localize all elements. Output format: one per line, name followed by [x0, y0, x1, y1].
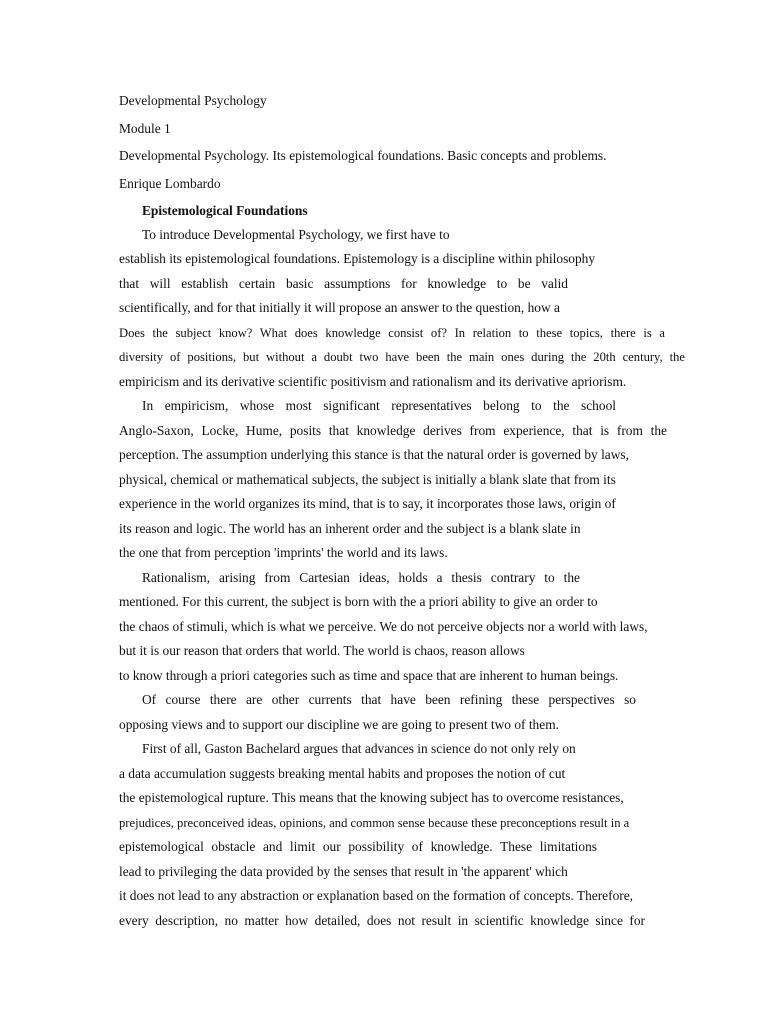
body-line: experience in the world organizes its mind, that is to say, it incorporates those laws, origin of [119, 496, 616, 511]
document-subtitle: Developmental Psychology. Its epistemological foundations. Basic concepts and problems. [119, 148, 607, 163]
section-heading: Epistemological Foundations [142, 203, 308, 218]
body-line: To introduce Developmental Psychology, we first have to [142, 227, 450, 242]
body-line: Rationalism, arising from Cartesian ideas, holds a thesis contrary to the [142, 570, 580, 585]
body-line: Anglo-Saxon, Locke, Hume, posits that knowledge derives from experience, that is from the [119, 423, 667, 438]
body-line: perception. The assumption underlying this stance is that the natural order is governed by laws, [119, 447, 629, 462]
body-line: empiricism and its derivative scientific positivism and rationalism and its derivative apriorism. [119, 374, 627, 389]
body-line: its reason and logic. The world has an inherent order and the subject is a blank slate in [119, 521, 581, 536]
course-title: Developmental Psychology [119, 93, 267, 108]
body-line: a data accumulation suggests breaking mental habits and proposes the notion of cut [119, 766, 566, 781]
body-line: mentioned. For this current, the subject is born with the a priori ability to give an order to [119, 594, 598, 609]
body-line: but it is our reason that orders that world. The world is chaos, reason allows [119, 643, 525, 658]
body-line: lead to privileging the data provided by the senses that result in 'the apparent' which [119, 864, 568, 879]
author-name: Enrique Lombardo [119, 176, 221, 191]
body-line: Of course there are other currents that have been refining these perspectives so [142, 692, 636, 707]
body-line: epistemological obstacle and limit our possibility of knowledge. These limitations [119, 839, 597, 854]
body-line: opposing views and to support our discipline we are going to present two of them. [119, 717, 559, 732]
body-line: physical, chemical or mathematical subjects, the subject is initially a blank slate that from its [119, 472, 616, 487]
module-label: Module 1 [119, 121, 171, 136]
body-line: it does not lead to any abstraction or explanation based on the formation of concepts. Therefore, [119, 888, 634, 903]
body-line: Does the subject know? What does knowledge consist of? In relation to these topics, there is a [119, 326, 665, 340]
body-line: that will establish certain basic assumptions for knowledge to be valid [119, 276, 568, 291]
body-line: First of all, Gaston Bachelard argues that advances in science do not only rely on [142, 741, 576, 756]
body-line: diversity of positions, but without a doubt two have been the main ones during the 20th century, the [119, 350, 685, 364]
body-line: scientifically, and for that initially it will propose an answer to the question, how a [119, 300, 560, 315]
body-line: the chaos of stimuli, which is what we perceive. We do not perceive objects nor a world with laws, [119, 619, 648, 634]
body-line: prejudices, preconceived ideas, opinions, and common sense because these preconceptions result in a [119, 816, 630, 830]
body-line: establish its epistemological foundations. Epistemology is a discipline within philosophy [119, 251, 596, 266]
body-line: to know through a priori categories such as time and space that are inherent to human beings. [119, 668, 619, 683]
body-line: every description, no matter how detailed, does not result in scientific knowledge since for [119, 913, 645, 928]
body-line: the one that from perception 'imprints' the world and its laws. [119, 545, 448, 560]
body-line: the epistemological rupture. This means that the knowing subject has to overcome resistances, [119, 790, 624, 805]
body-line: In empiricism, whose most significant representatives belong to the school [142, 398, 616, 413]
